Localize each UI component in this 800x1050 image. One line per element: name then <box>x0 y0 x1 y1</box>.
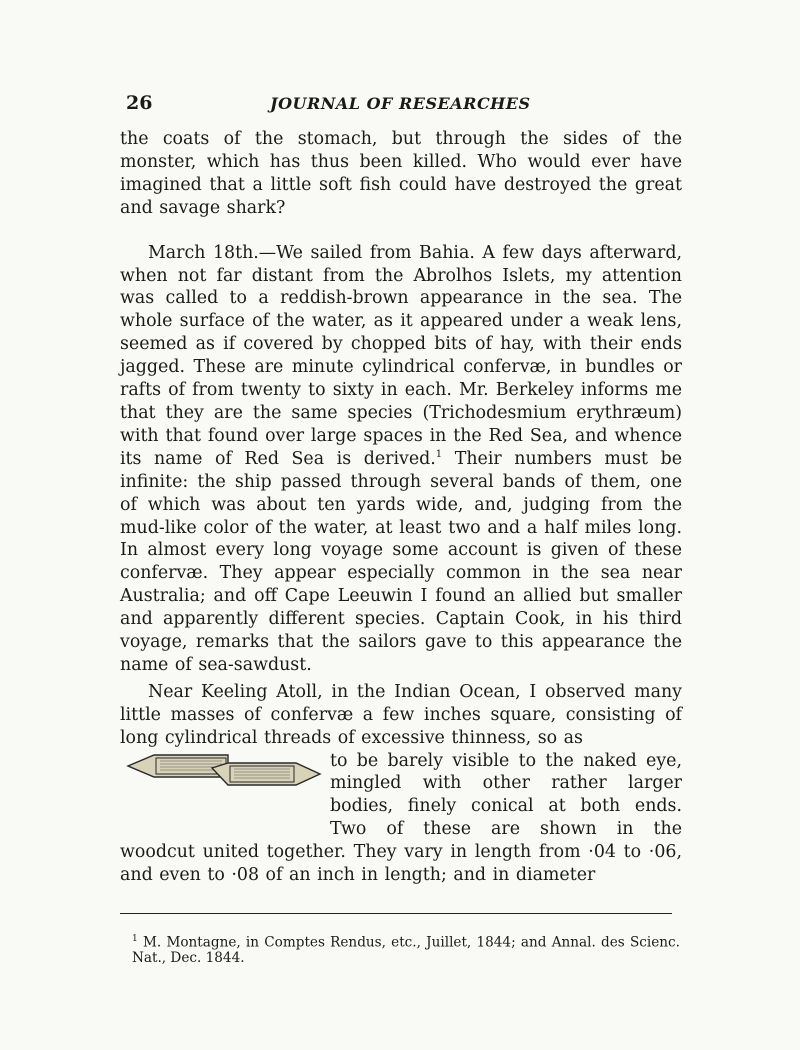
paragraph-shark: the coats of the stomach, but through the sides of the monster, which has thus been killed. Who would ever have imagined that a little soft fish could have destroyed the great and savage shark? <box>120 129 682 218</box>
running-title: JOURNAL OF RESEARCHES <box>270 94 531 113</box>
footnote-rule <box>120 913 672 914</box>
paragraph-march-18th-part1: March 18th.—We sailed from Bahia. A few days afterward, when not far distant from the Abrolhos Islets, my attention was called to a reddish-brown appearance in the sea. The whole surface of the water, as it appeared under a weak lens, seemed as if covered by chopped bits of hay, with their ends jagged. These are minute cylindrical confervæ, in bundles or rafts of from twenty to sixty in each. Mr. Berkeley informs me that they are the same species (Trichodesmium erythræum) with that found over large spaces in the Red Sea, and whence its name of Red Sea is derived. <box>120 242 682 469</box>
footnote <box>132 932 680 966</box>
page-number: 26 <box>126 92 153 114</box>
paragraph-keeling-atoll-continued: to be barely visible to the naked eye, mingled with other rather larger bodies, finely conical at both ends. Two of these are shown in the woodcut united together. They vary in length from ·04 to ·06, and even to ·08 of an inch in length; and in diameter <box>120 750 682 886</box>
paragraph-march-18th-part2: Their numbers must be infinite: the ship passed through several bands of them, one of which was about ten yards wide, and, judging from the mud-like color of the water, at least two and a half miles long. In almost every long voyage some account is given of these confervæ. They appear especially common in the sea near Australia; and off Cape Leeuwin I found an allied but smaller and apparently different species. Captain Cook, in his third voyage, remarks that the sailors gave to this appearance the name of sea-sawdust. <box>120 448 682 675</box>
paragraph-march-18th <box>120 242 682 677</box>
footnote-marker: 1 <box>132 934 138 944</box>
woodcut-conical-bodies-figure <box>120 752 324 822</box>
page-header <box>120 92 680 118</box>
footnote-reference: 1 <box>435 448 443 460</box>
paragraph-keeling-atoll: Near Keeling Atoll, in the Indian Ocean, I observed many little masses of confervæ a few inches square, consisting of long cylindrical threads of excessive thinness, so as <box>120 681 682 748</box>
footnote-text: M. Montagne, in Comptes Rendus, etc., Juillet, 1844; and Annal. des Scienc. Nat., Dec. 1844. <box>132 934 680 966</box>
body-text <box>120 128 682 887</box>
keeling-atoll-section <box>120 681 682 887</box>
